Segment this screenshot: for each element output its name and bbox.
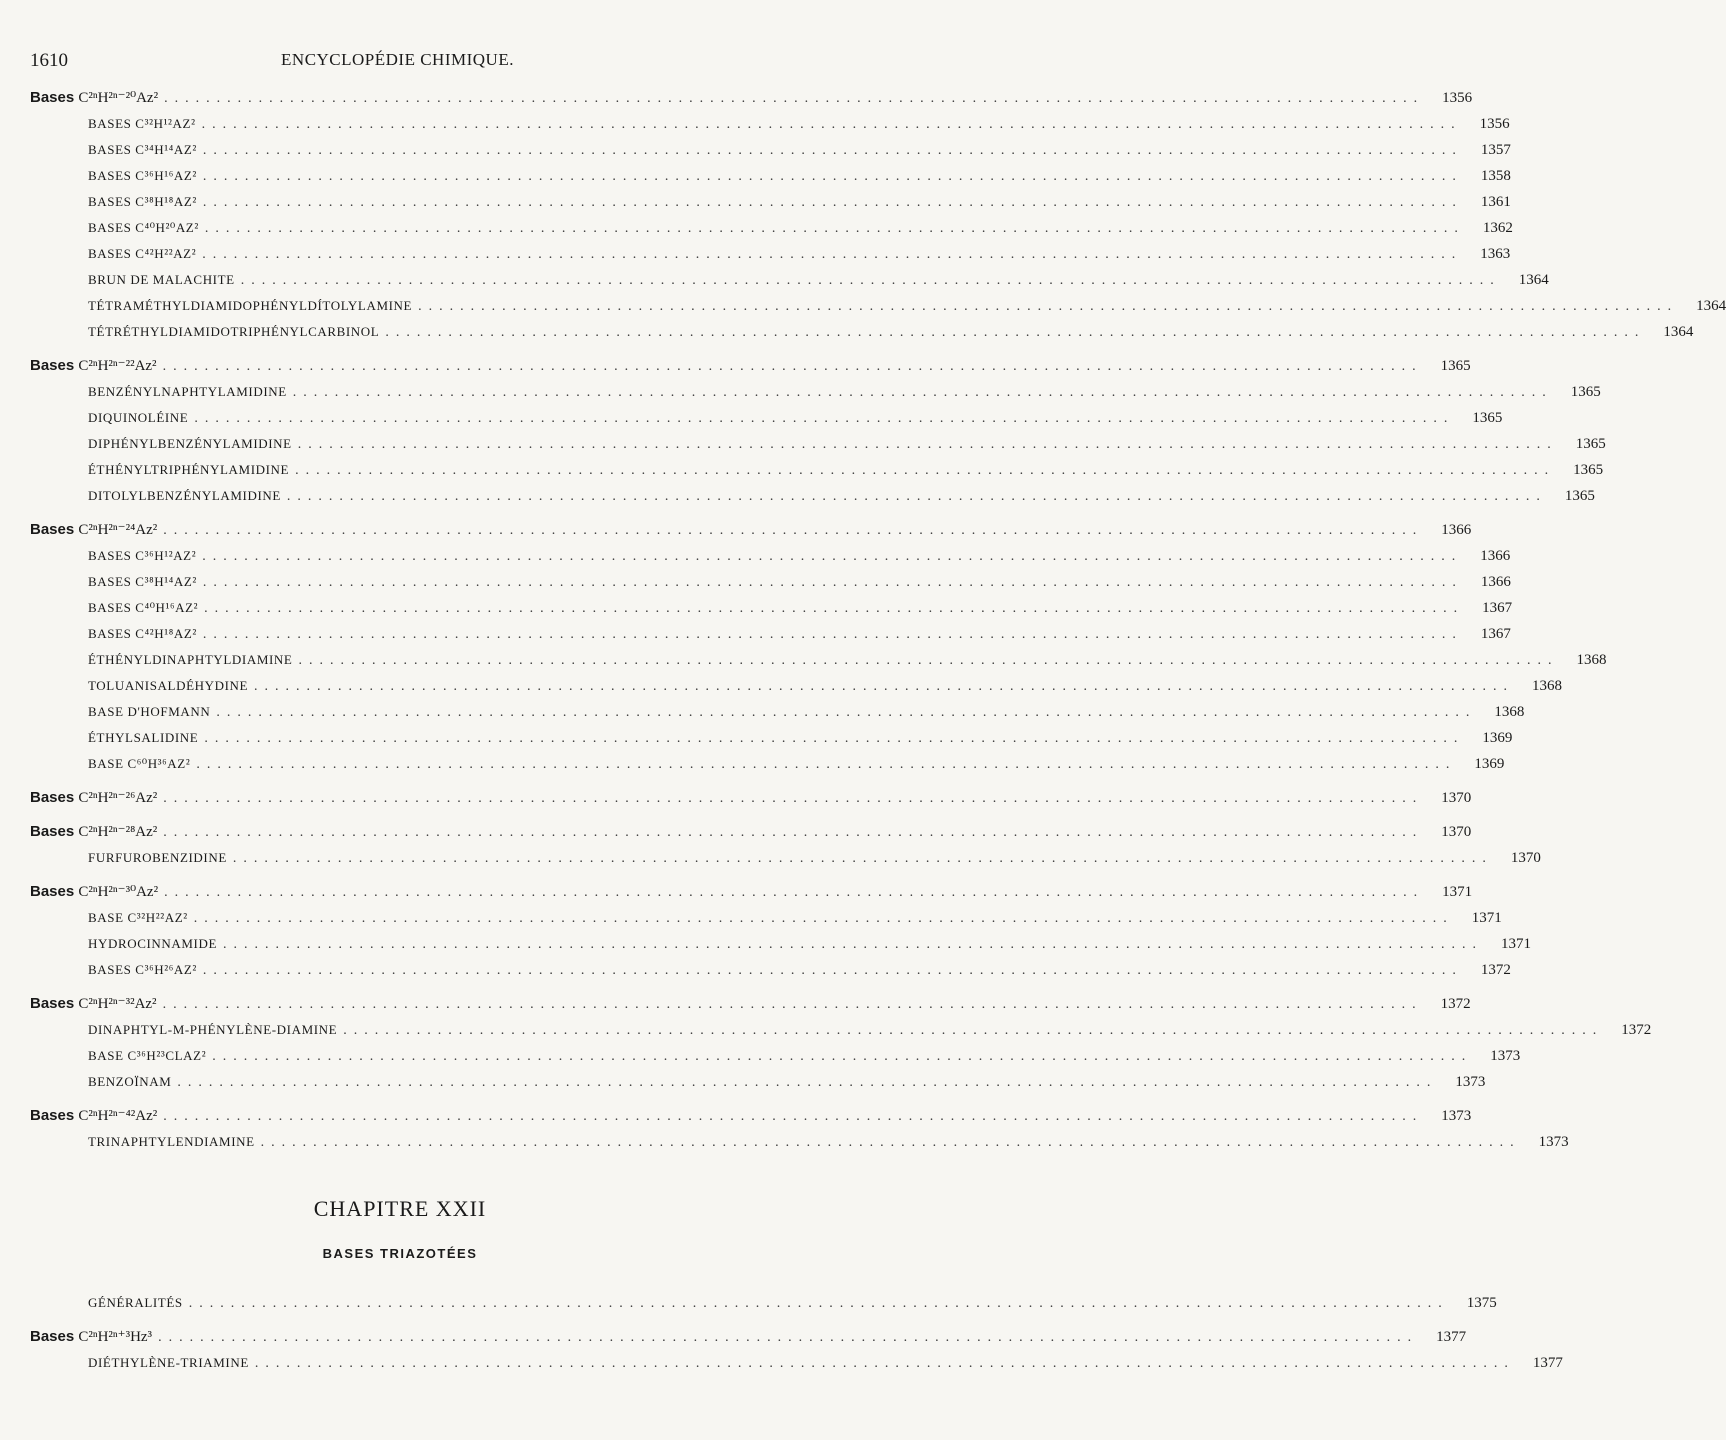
entry-page-number: 1371 — [1471, 910, 1502, 926]
toc-heading-row — [30, 879, 1473, 905]
entry-lead: Bases — [30, 823, 79, 840]
entry-label — [88, 1043, 206, 1069]
entry-page-number: 1364 — [1696, 298, 1726, 314]
entry-text: BASE D'HOFMANN — [88, 704, 211, 719]
entry-text: C²ⁿH²ⁿ⁻⁴²Az² — [78, 1108, 158, 1124]
toc-entry-row — [30, 1069, 1486, 1095]
dot-leader: ........................................................................................................................ — [164, 885, 1425, 900]
entry-page-number: 1358 — [1480, 168, 1511, 184]
entry-page-number: 1368 — [1494, 704, 1525, 720]
toc-heading-row — [30, 1103, 1472, 1129]
entry-text: BASES C⁴²H¹⁸AZ² — [88, 626, 197, 641]
dot-leader: ........................................................................................................................ — [204, 731, 1465, 746]
entry-text: BRUN DE MALACHITE — [88, 272, 235, 287]
toc-entry-row — [30, 931, 1532, 957]
toc-entry-row — [30, 725, 1513, 751]
toc-entry-row — [30, 1043, 1521, 1069]
entry-text: BASE C⁶⁰H³⁶AZ² — [88, 756, 191, 771]
entry-label — [30, 819, 157, 845]
dot-leader: ........................................................................................................................ — [163, 523, 1424, 538]
entry-page-number: 1370 — [1510, 850, 1541, 866]
entry-text: BASE C³⁶H²³CLAZ² — [88, 1048, 207, 1063]
entry-lead: Bases — [30, 1107, 79, 1124]
chapter-title: CHAPITRE XXII — [313, 1196, 487, 1221]
entry-label — [88, 137, 197, 163]
entry-text: GÉNÉRALITÉS — [88, 1295, 183, 1310]
entry-text: ÉTHYLSALIDINE — [88, 730, 199, 745]
entry-page-number: 1365 — [1472, 410, 1503, 426]
toc-entry-row — [30, 673, 1563, 699]
dot-leader: ........................................................................................................................ — [254, 1356, 1515, 1371]
entry-label — [88, 241, 196, 267]
toc-heading-row — [30, 85, 1473, 111]
toc-heading-row — [30, 819, 1472, 845]
entry-text: BASES C³⁸H¹⁸AZ² — [88, 194, 197, 209]
dot-leader: ........................................................................................................................ — [163, 1109, 1424, 1124]
toc-entry-row — [30, 751, 1505, 777]
toc-entry-row — [30, 595, 1513, 621]
entry-text: C²ⁿH²ⁿ⁻³²Az² — [78, 996, 157, 1012]
entry-label — [88, 1129, 255, 1155]
entry-text: TRINAPHTYLENDIAMINE — [88, 1134, 255, 1149]
dot-leader: ........................................................................................................................ — [260, 1135, 1521, 1150]
toc-entry-row — [30, 405, 1503, 431]
toc-entry-row — [30, 1129, 1569, 1155]
dot-leader: ........................................................................................................................ — [202, 575, 1463, 590]
page-header — [30, 50, 765, 74]
entry-text: BASES C³⁶H¹⁶AZ² — [88, 168, 197, 183]
entry-label — [88, 543, 196, 569]
dot-leader: ........................................................................................................................ — [193, 911, 1454, 926]
dot-leader: ........................................................................................................................ — [240, 273, 1501, 288]
dot-leader: ........................................................................................................................ — [194, 411, 1455, 426]
toc-heading-row — [30, 1324, 1467, 1350]
entry-text: DIÉTHYLÈNE-TRIAMINE — [88, 1355, 249, 1370]
page-number: 1610 — [30, 50, 68, 71]
entry-page-number: 1366 — [1480, 574, 1511, 590]
table-of-contents — [30, 85, 1726, 1155]
entry-text: BASES C⁴⁰H¹⁶AZ² — [88, 600, 199, 615]
entry-page-number: 1372 — [1621, 1022, 1652, 1038]
dot-leader: ........................................................................................................................ — [164, 91, 1425, 106]
entry-label — [88, 957, 197, 983]
entry-text: ÉTHÉNYLDINAPHTYLDIAMINE — [88, 652, 293, 667]
entry-page-number: 1363 — [1480, 246, 1511, 262]
entry-page-number: 1366 — [1441, 522, 1472, 538]
toc-heading-row — [30, 353, 1471, 379]
entry-text: DINAPHTYL-M-PHÉNYLÈNE-DIAMINE — [88, 1022, 338, 1037]
entry-page-number: 1368 — [1576, 652, 1607, 668]
entry-page-number: 1369 — [1482, 730, 1513, 746]
entry-label — [88, 569, 197, 595]
entry-page-number: 1356 — [1479, 116, 1510, 132]
entry-text: BASES C⁴²H²²AZ² — [88, 246, 197, 261]
dot-leader: ........................................................................................................................ — [295, 463, 1556, 478]
dot-leader: ........................................................................................................................ — [343, 1023, 1604, 1038]
entry-label — [88, 1290, 183, 1316]
dot-leader: ........................................................................................................................ — [196, 757, 1457, 772]
dot-leader: ........................................................................................................................ — [254, 679, 1515, 694]
toc-entry-row — [30, 905, 1502, 931]
dot-leader: ........................................................................................................................ — [202, 195, 1463, 210]
entry-label — [88, 431, 292, 457]
entry-label — [88, 931, 217, 957]
running-title: ENCYCLOPÉDIE CHIMIQUE. — [281, 50, 514, 69]
entry-page-number: 1356 — [1442, 90, 1473, 106]
entry-label — [88, 189, 197, 215]
dot-leader: ........................................................................................................................ — [158, 1330, 1419, 1345]
entry-text: DIQUINOLÉINE — [88, 410, 189, 425]
entry-label — [30, 879, 158, 905]
entry-page-number: 1361 — [1480, 194, 1511, 210]
entry-lead: Bases — [30, 995, 79, 1012]
entry-text: C²ⁿH²ⁿ⁺³Hz³ — [78, 1329, 153, 1345]
entry-text: BASES C³⁶H¹²AZ² — [88, 548, 197, 563]
entry-text: C²ⁿH²ⁿ⁻²⁸Az² — [78, 824, 158, 840]
entry-page-number: 1362 — [1482, 220, 1513, 236]
entry-text: BENZOÏNAM — [88, 1074, 172, 1089]
entry-page-number: 1357 — [1480, 142, 1511, 158]
toc-entry-row — [30, 431, 1606, 457]
toc-entry-row — [30, 1017, 1652, 1043]
entry-page-number: 1370 — [1441, 790, 1472, 806]
toc-entry-row — [30, 163, 1511, 189]
entry-lead: Bases — [30, 357, 79, 374]
entry-lead: Bases — [30, 1328, 79, 1345]
dot-leader: ........................................................................................................................ — [292, 385, 1553, 400]
toc-entry-row — [30, 957, 1511, 983]
dot-leader: ........................................................................................................................ — [177, 1075, 1438, 1090]
entry-page-number: 1367 — [1480, 626, 1511, 642]
entry-label — [30, 85, 158, 111]
entry-page-number: 1375 — [1466, 1295, 1497, 1311]
entry-lead: Bases — [30, 883, 79, 900]
entry-page-number: 1371 — [1442, 884, 1473, 900]
entry-page-number: 1365 — [1575, 436, 1606, 452]
dot-leader: ........................................................................................................................ — [297, 437, 1558, 452]
entry-text: BASES C³⁴H¹⁴AZ² — [88, 142, 197, 157]
dot-leader: ........................................................................................................................ — [202, 143, 1463, 158]
dot-leader: ........................................................................................................................ — [188, 1296, 1449, 1311]
entry-lead: Bases — [30, 521, 79, 538]
entry-label — [88, 647, 292, 673]
entry-text: C²ⁿH²ⁿ⁻²⁰Az² — [78, 90, 159, 106]
toc-entry-row — [30, 319, 1694, 345]
toc-entry-row — [30, 543, 1511, 569]
entry-text: BASES C³⁸H¹⁴AZ² — [88, 574, 197, 589]
toc-heading-row — [30, 785, 1472, 811]
entry-page-number: 1364 — [1663, 324, 1694, 340]
entry-page-number: 1370 — [1441, 824, 1472, 840]
entry-page-number: 1377 — [1532, 1355, 1563, 1371]
dot-leader: ........................................................................................................................ — [204, 601, 1465, 616]
dot-leader: ........................................................................................................................ — [202, 169, 1463, 184]
entry-page-number: 1368 — [1532, 678, 1563, 694]
dot-leader: ........................................................................................................................ — [162, 359, 1423, 374]
entry-label — [88, 673, 248, 699]
toc-entry-row — [30, 1350, 1563, 1376]
entry-page-number: 1369 — [1474, 756, 1505, 772]
chapter-contents — [30, 1290, 1563, 1376]
dot-leader: ........................................................................................................................ — [216, 705, 1477, 720]
toc-entry-row — [30, 189, 1511, 215]
entry-label — [88, 215, 199, 241]
entry-text: TÉTRÉTHYLDIAMIDOTRIPHÉNYLCARBINOL — [88, 324, 380, 339]
entry-text: C²ⁿH²ⁿ⁻²²Az² — [78, 358, 157, 374]
entry-lead: Bases — [30, 89, 79, 106]
dot-leader: ........................................................................................................................ — [201, 117, 1462, 132]
entry-label — [88, 621, 197, 647]
dot-leader: ........................................................................................................................ — [202, 549, 1463, 564]
dot-leader: ........................................................................................................................ — [163, 791, 1424, 806]
entry-page-number: 1364 — [1518, 272, 1549, 288]
entry-text: BASES C⁴⁰H²⁰AZ² — [88, 220, 199, 235]
entry-page-number: 1365 — [1440, 358, 1471, 374]
toc-entry-row — [30, 137, 1511, 163]
toc-entry-row — [30, 215, 1513, 241]
entry-label — [88, 293, 412, 319]
entry-label — [30, 517, 157, 543]
entry-text: C²ⁿH²ⁿ⁻²⁴Az² — [78, 522, 158, 538]
dot-leader: ........................................................................................................................ — [298, 653, 1559, 668]
entry-text: TÉTRAMÉTHYLDIAMIDOPHÉNYLDÍTOLYLAMINE — [88, 298, 413, 313]
entry-page-number: 1365 — [1570, 384, 1601, 400]
dot-leader: ........................................................................................................................ — [286, 489, 1547, 504]
toc-entry-row — [30, 699, 1525, 725]
entry-label — [88, 379, 287, 405]
toc-entry-row — [30, 845, 1541, 871]
entry-label — [88, 595, 198, 621]
dot-leader: ........................................................................................................................ — [223, 937, 1484, 952]
entry-label — [88, 483, 281, 509]
entry-text: C²ⁿH²ⁿ⁻³⁰Az² — [78, 884, 159, 900]
entry-label — [88, 1069, 171, 1095]
dot-leader: ........................................................................................................................ — [212, 1049, 1473, 1064]
toc-entry-row — [30, 621, 1511, 647]
entry-page-number: 1373 — [1490, 1048, 1521, 1064]
entry-page-number: 1371 — [1501, 936, 1532, 952]
toc-heading-row — [30, 517, 1472, 543]
toc-entry-row — [30, 647, 1607, 673]
entry-label — [88, 845, 227, 871]
entry-page-number: 1372 — [1480, 962, 1511, 978]
entry-label — [88, 163, 197, 189]
toc-entry-row — [30, 379, 1601, 405]
chapter-subtitle: BASES TRIAZOTÉES — [322, 1246, 478, 1261]
entry-page-number: 1365 — [1564, 488, 1595, 504]
entry-label — [30, 991, 157, 1017]
entry-label — [30, 1324, 152, 1350]
dot-leader: ........................................................................................................................ — [202, 963, 1463, 978]
entry-label — [30, 785, 157, 811]
dot-leader: ........................................................................................................................ — [202, 247, 1463, 262]
toc-entry-row — [30, 483, 1595, 509]
toc-entry-row — [30, 569, 1511, 595]
entry-label — [88, 905, 188, 931]
dot-leader: ........................................................................................................................ — [162, 997, 1423, 1012]
entry-text: DIPHÉNYLBENZÉNYLAMIDINE — [88, 436, 292, 451]
entry-text: TOLUANISALDÉHYDINE — [88, 678, 249, 693]
entry-label — [88, 699, 210, 725]
entry-text: C²ⁿH²ⁿ⁻²⁶Az² — [78, 790, 158, 806]
entry-page-number: 1372 — [1440, 996, 1471, 1012]
dot-leader: ........................................................................................................................ — [163, 825, 1424, 840]
entry-label — [88, 267, 235, 293]
entry-page-number: 1366 — [1480, 548, 1511, 564]
entry-text: BASES C³²H¹²AZ² — [88, 116, 196, 131]
entry-label — [30, 353, 157, 379]
entry-label — [88, 1017, 337, 1043]
dot-leader: ........................................................................................................................ — [232, 851, 1493, 866]
entry-text: BASE C³²H²²AZ² — [88, 910, 188, 925]
entry-label — [30, 1103, 157, 1129]
entry-label — [88, 1350, 249, 1376]
entry-page-number: 1367 — [1482, 600, 1513, 616]
entry-text: DITOLYLBENZÉNYLAMIDINE — [88, 488, 281, 503]
toc-entry-row — [30, 293, 1726, 319]
entry-label — [88, 111, 196, 137]
dot-leader: ........................................................................................................................ — [204, 221, 1465, 236]
entry-label — [88, 751, 190, 777]
entry-page-number: 1373 — [1455, 1074, 1486, 1090]
toc-entry-row — [30, 241, 1511, 267]
toc-entry-row — [30, 1290, 1497, 1316]
entry-label — [88, 319, 379, 345]
entry-lead: Bases — [30, 789, 79, 806]
entry-text: ÉTHÉNYLTRIPHÉNYLAMIDINE — [88, 462, 290, 477]
dot-leader: ........................................................................................................................ — [202, 627, 1463, 642]
entry-page-number: 1373 — [1441, 1108, 1472, 1124]
entry-page-number: 1365 — [1573, 462, 1604, 478]
entry-text: HYDROCINNAMIDE — [88, 936, 218, 951]
entry-label — [88, 457, 289, 483]
toc-entry-row — [30, 267, 1549, 293]
entry-label — [88, 405, 188, 431]
dot-leader: ........................................................................................................................ — [418, 299, 1679, 314]
entry-page-number: 1377 — [1436, 1329, 1467, 1345]
toc-entry-row — [30, 111, 1510, 137]
toc-entry-row — [30, 457, 1604, 483]
entry-text: BENZÉNYLNAPHTYLAMIDINE — [88, 384, 287, 399]
dot-leader: ........................................................................................................................ — [385, 325, 1646, 340]
entry-page-number: 1373 — [1538, 1134, 1569, 1150]
entry-text: FURFUROBENZIDINE — [88, 850, 227, 865]
entry-label — [88, 725, 198, 751]
toc-heading-row — [30, 991, 1471, 1017]
entry-text: BASES C³⁶H²⁶AZ² — [88, 962, 197, 977]
